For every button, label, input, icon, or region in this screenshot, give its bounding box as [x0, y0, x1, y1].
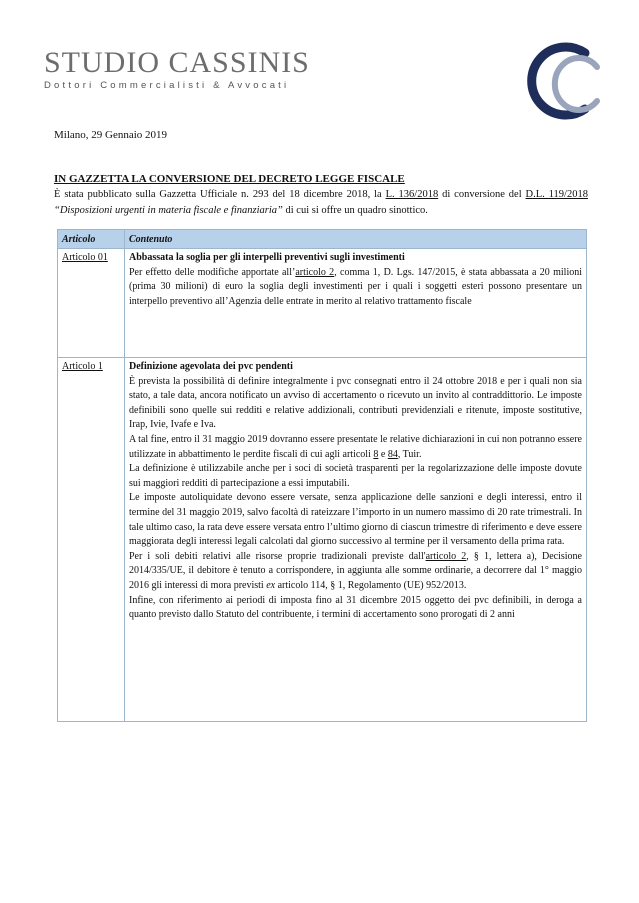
firm-tagline: Dottori Commercialisti & Avvocati — [44, 80, 290, 91]
content-cell — [125, 249, 587, 358]
intro-quote: “Disposizioni urgenti in materia fiscale e finanziaria” — [54, 205, 283, 216]
row-text-part: , § 1, lettera a), Decisione 2014/335/UE, il debitore è tenuto a corrispondere, in aggiunta alle somme ordinarie, a decorrere dal 1° maggio 2016 gli interessi di mora previsti — [129, 550, 582, 591]
row-text-part: Per i soli debiti relativi alle risorse proprie tradizionali previste dall' — [129, 550, 426, 562]
intro-text-3: di cui si offre un quadro sinottico. — [282, 205, 428, 216]
row-text-part: e — [378, 448, 388, 460]
row-text-part: articolo 114, § 1, Regolamento (UE) 952/2013. — [275, 579, 467, 591]
article-reference-link[interactable]: articolo 2 — [295, 266, 335, 278]
article-reference-link[interactable]: articolo 2 — [425, 550, 467, 562]
law-link[interactable]: L. 136/2018 — [385, 189, 439, 200]
row-text-part: A tal fine, entro il 31 maggio 2019 dovranno essere presentate le relative dichiarazioni in cui non potranno essere utilizzate in abbattimento le perdite fiscali di cui agli articoli — [129, 433, 582, 460]
row-text-part: , Tuir. — [397, 448, 422, 460]
row-paragraph: Infine, con riferimento ai periodi di imposta fino al 31 dicembre 2015 oggetto dei pvc definibili, in deroga a quanto previsto dallo Statuto del contribuente, i termini di accertamento sono prorogati di 2 anni — [129, 594, 582, 621]
document-heading: IN GAZZETTA LA CONVERSIONE DEL DECRETO LEGGE FISCALE — [54, 173, 405, 185]
row-title: Definizione agevolata dei pvc pendenti — [129, 361, 293, 372]
table-row — [58, 249, 587, 358]
table-header-row — [58, 230, 587, 249]
row-paragraph: È prevista la possibilità di definire integralmente i pvc consegnati entro il 24 ottobre 2018 e per i quali non sia stato, a tale data, ancora notificato un avviso di accertamento o ricevuto un invito al contraddittorio. Le imposte definibili sono quelle sui redditi e relative addizionali, contributi previdenziali e ritenute, imposte sostitutive, Irap, Ivie, Ivafe e Iva. — [129, 375, 582, 431]
firm-logo-icon — [527, 39, 607, 123]
article-reference-link[interactable]: 8 — [373, 448, 379, 460]
article-cell — [58, 358, 125, 722]
row-title: Abbassata la soglia per gli interpelli preventivi sugli investimenti — [129, 252, 405, 263]
article-reference-link[interactable]: 84 — [387, 448, 398, 460]
row-paragraph — [129, 433, 582, 462]
intro-text-1: È stata pubblicato sulla Gazzetta Ufficiale n. 293 del 18 dicembre 2018, la — [54, 189, 386, 200]
row-text-part: ex — [266, 579, 276, 591]
synoptic-table — [57, 229, 587, 722]
article-cell — [58, 249, 125, 358]
column-header-article: Articolo — [58, 230, 125, 249]
article-link[interactable]: Articolo 1 — [62, 361, 103, 372]
article-link[interactable]: Articolo 01 — [62, 252, 108, 263]
row-paragraph: Le imposte autoliquidate devono essere versate, senza applicazione delle sanzioni e degli interessi, entro il termine del 31 maggio 2019, salvo facoltà di rateizzare l’importo in un numero massimo di 20 rate trimestrali. In tale ultimo caso, la rata deve essere versata entro l’ultimo giorno di ciascun trimestre di riferimento e deve essere maggiorata degli interessi legali calcolati dal giorno successivo al termine per il versamento della prima rata. — [129, 492, 582, 548]
content-cell — [125, 358, 587, 722]
firm-name: STUDIO CASSINIS — [44, 46, 310, 79]
intro-text-2: di conversione del — [438, 189, 526, 200]
row-text — [129, 266, 582, 310]
decree-link[interactable]: D.L. 119/2018 — [525, 189, 588, 200]
row-paragraph: La definizione è utilizzabile anche per i soci di società trasparenti per la regolarizzazione delle imposte dovute sui maggiori redditi di partecipazione a essi imputabili. — [129, 463, 582, 489]
row-text-part: Per effetto delle modifiche apportate all’ — [129, 266, 296, 278]
letterhead — [44, 48, 310, 91]
row-paragraph — [129, 550, 582, 594]
column-header-content: Contenuto — [125, 230, 587, 249]
table-row — [58, 358, 587, 722]
intro-paragraph — [54, 187, 588, 219]
row-text-part: , comma 1, D. Lgs. 147/2015, è stata abbassata a 20 milioni (prima 30 milioni) di euro la soglia degli investimenti per i quali i soggetti esteri possono presentare un interpello preventivo all’Agenzia delle entrate in merito al relativo trattamento fiscale — [129, 266, 582, 307]
document-date: Milano, 29 Gennaio 2019 — [54, 129, 168, 141]
